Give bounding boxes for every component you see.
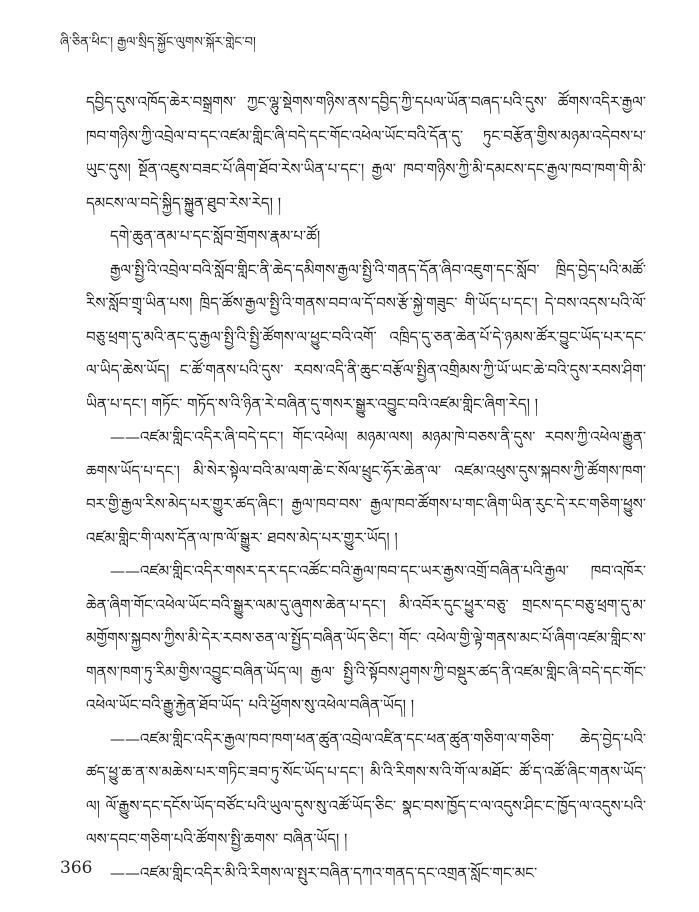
page-number: 366 [60,858,93,878]
paragraph: ——འཛམ་གླིང་འདིར་གསར་དར་དང་འཚོང་བའི་རྒྱལ་ཁབ་དང་ཡར་རྒྱས་འགྲོ་བཞིན་པའི་རྒྱལ་ ཁབ་འཁོར་ཆེན་ཞིག་གོང་འཕེལ་ཡོང་བའི་སྒྱུར་ལམ་དུ་ཞུགས་ཆེན་པ་དང་། མི་འབོར་དུང་ཕྱུར་བཅུ་ གྲངས་དང་བཅུ་ཕྲག་དུ་མ་མགྱོགས་སྐྱབས་ཀྱིས་མི་དེར་རབས་ཅན་ལ་སྤྱོད་བཞིན་ཡོད་ཅིང་། གོང་ འཕེལ་གྱི་ལྟེ་གནས་མང་པོ་ཞིག་འཛམ་གླིང་ས་གནས་ཁག་ཏུ་རིམ་གྱིས་འབྱུང་བཞིན་ཡོད་ལ། རྒྱལ་ སྤྱི་འི་སྟོབས་ཤུགས་ཀྱི་བསྡུར་ཚད་ནི་འཛམ་གླིང་ཞི་བདེ་དང་གོང་འཕེལ་ཡོང་བའི་རྒྱུ་རྐྱེན་ཐོབ་ཡོད་ པའི་ཕྱོགས་སུ་འཕེལ་བཞིན་ཡོད། ། [86,562,646,714]
paragraph: ——འཛམ་གླིང་འདིར་མི་འི་རིགས་ལ་སྤུར་བཞིན་དཀའ་གནད་དང་འགྲན་སློང་གང་མང་ [110,863,538,882]
paragraph: ——འཛམ་གླིང་འདིར་རྒྱལ་ཁབ་ཁག་ཕན་ཚུན་འབྲེལ་འཛིན་དང་ཕན་ཚུན་གཅིག་ལ་གཅིག་ ཆེད་བྱེད་པའི་ཚད་ཕྱུ་ཆ་ན་ས་མཆེས་པར་གཏིང་ཟབ་ཏུ་སོང་ཡོད་པ་དང་། མི་འི་རིགས་ས་འི་གོ་ལ་མཐོང་ ཚོ་ད་འཚོ་ཞིང་གནས་ཡོད་ལ། ལོ་རྒྱུས་དང་དངོས་ཡོད་བཙོང་པའི་ཡུལ་དུས་སུ་འཚོ་ཡོད་ཅིང་ སྣང་བས་ཁྱོད་ང་ལ་འདུས་ཤིང་ང་ཁྱོད་ལ་འདུས་པའི་ལས་དབང་གཅིག་པའི་ཚོགས་སྤྱི་ཆགས་ བཞིན་ཡོད། ། [86,729,646,848]
paragraph: རྒྱལ་སྤྱི་འི་འབྲེལ་བའི་སློབ་གླིང་ནི་ཆེད་དམིགས་རྒྱལ་སྤྱི་འི་གནད་དོན་ཞིབ་འཇུག་དང་སློབ་ ཁྲིད་བྱེད་པའི་མཚོ་རིས་སློབ་གྲྭ་ཡིན་པས། ཁྲིད་ཚོས་རྒྱལ་སྤྱི་འི་གནས་བབ་ལ་དོ་བས་རྩོ་སྐྱེ་གཟུང་ གི་ཡོད་པ་དང་། དེ་བས་འདས་པའི་ལོ་བཅུ་ཕྲག་དུ་མའི་ནང་དུ་རྒྱལ་སྤྱི་འི་སྤྱི་ཚོགས་ལ་ཕྱུང་བའི་འགོ་ འཁྲིད་དུ་ཅན་ཆེན་པོ་དེ་ཉམས་ཚོར་བྱུང་ཡོད་པར་དང་ལ་ཡིད་ཆེས་ཡོད། ང་ཚོ་གནས་པའི་དུས་ རབས་འདི་ནི་ཆུང་བརྩོལ་སྤྱིན་འགྲིམས་ཀྱི་ཡོ་ཡང་ཆེ་བའི་དུས་རབས་ཤིག་ཡིན་པ་དང་། གཏོང་ གཏོད་ས་འི་ཉིན་རེ་བཞིན་དུ་གསར་སྒྱུར་འབྱུང་བའི་འཛམ་གླིང་ཞིག་རེད། ། [86,260,646,413]
paragraph: ——འཛམ་གླིང་འདིར་ཞི་བདེ་དང་། གོང་འཕེལ། མཉམ་ལས། མཉམ་ཁེ་བཅས་ནི་དུས་ རབས་ཀྱི་འཕེལ་རྒྱུན་ཆགས་ཡོད་པ་དང་། མི་སེར་སྟེལ་བའི་མ་ལག་ཆེ་ང་སོལ་ཕྲུང་ཧོར་ཆེན་ལ་ འཛམ་འཕུས་དུས་སྐབས་ཀྱི་ཚོགས་ཁག་བར་གྱི་རྒྱལ་རིས་མེད་པར་གྱུར་ཚད་ཞིང་། རྒྱལ་ཁབ་བས་ རྒྱལ་ཁབ་ཚོགས་པ་གང་ཞིག་ཡིན་རུང་དེ་རང་གཅིག་ཕྱུས་འཛམ་གླིང་གི་ལས་དོན་ལ་ཁ་ལོ་སྒྱུར་ ཐབས་མེད་པར་གྱུར་ཡོད། ། [86,428,646,547]
salutation-line: དགེ་ཆུན་ནམ་པ་དང་སློབ་གྲོགས་རྣམ་པ་ཚོ། [110,227,321,245]
running-header: ཞི་ཅིན་ཕིང་། རྒྱལ་སྲིད་སྐྱོང་ལུགས་སྐོར་གླེང་བ། [60,35,256,50]
paragraph: དབྱིད་དུས་འཁོད་ཆེར་བསྒྲགས་ ཀྱང་ལྷུ་སྡེགས་གཉིས་ནས་དབྱིད་ཀྱི་དཔལ་ཡོན་བཞད་པའི་དུས་ ཚོགས་འདིར་རྒྱལ་ཁབ་གཉིས་ཀྱི་འབྲེལ་བ་དང་འཛམ་གླིང་ཞི་བདེ་དང་གོང་འཕེལ་ཡོང་བའི་དོན་དུ་ ཏུང་བརྩོན་གྱིས་མཉམ་འདེབས་པ་ཡུང་དུས། སྔོན་འཇུས་བཟང་པོ་ཞིག་ཐོབ་རེས་ཡིན་པ་དང་། རྒྱལ་ ཁབ་གཉིས་ཀྱི་མི་དམངས་དང་རྒྱལ་ཁབ་ཁག་གི་མི་དམངས་ལ་བདེ་སྐྱིད་སྐྱུན་ཐུབ་རེས་རེད། ། [86,93,646,212]
body-text [86,86,646,890]
